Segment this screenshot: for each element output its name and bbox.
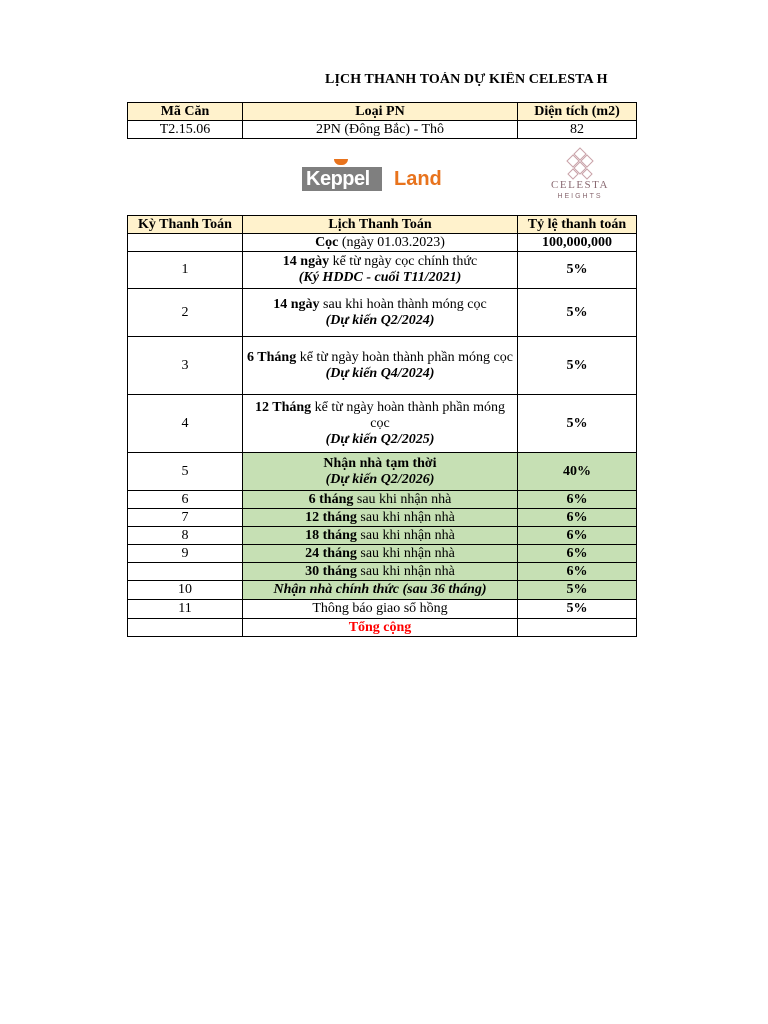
schedule-row — [128, 453, 637, 491]
payment-rate: 6% — [518, 527, 637, 545]
payment-rate: 6% — [518, 545, 637, 563]
schedule-header-row — [128, 216, 637, 234]
unit-area: 82 — [518, 121, 637, 139]
schedule-row — [128, 252, 637, 289]
period-number: 11 — [128, 600, 243, 619]
schedule-text: sau khi nhận nhà — [353, 491, 452, 507]
schedule-term: 30 tháng — [305, 563, 357, 579]
payment-rate: 5% — [518, 395, 637, 453]
schedule-description — [243, 600, 518, 619]
schedule-description — [243, 563, 518, 581]
schedule-term: 14 ngày — [282, 254, 330, 269]
period-number: 1 — [128, 252, 243, 289]
period-number: 5 — [128, 453, 243, 491]
schedule-row — [128, 395, 637, 453]
schedule-note: (Dự kiến Q4/2024) — [325, 365, 435, 381]
schedule-note: (Dự kiến Q2/2024) — [325, 312, 435, 328]
schedule-description — [243, 491, 518, 509]
payment-schedule-table — [127, 215, 637, 637]
schedule-row — [128, 337, 637, 395]
payment-rate: 6% — [518, 509, 637, 527]
total-row — [128, 619, 637, 637]
schedule-term: 12 Tháng — [255, 399, 312, 415]
unit-info-row — [128, 121, 637, 139]
total-label: Tổng cộng — [243, 619, 518, 637]
deposit-date: (ngày 01.03.2023) — [338, 234, 445, 250]
schedule-note: (Dự kiến Q2/2025) — [325, 431, 435, 447]
schedule-row — [128, 581, 637, 600]
deposit-row — [128, 234, 637, 252]
period-number: 9 — [128, 545, 243, 563]
schedule-description — [243, 337, 518, 395]
schedule-term: 14 ngày — [273, 296, 320, 312]
schedule-row — [128, 563, 637, 581]
header-unit-type: Loại PN — [243, 103, 518, 121]
schedule-description — [243, 581, 518, 600]
keppel-land-logo: Keppel Land — [302, 143, 442, 209]
schedule-term: 6 tháng — [308, 491, 354, 507]
deposit-amount: 100,000,000 — [518, 234, 637, 252]
period-number — [128, 563, 243, 581]
header-schedule: Lịch Thanh Toán — [243, 216, 518, 234]
schedule-description — [243, 453, 518, 491]
unit-code: T2.15.06 — [128, 121, 243, 139]
schedule-row — [128, 600, 637, 619]
payment-rate: 5% — [518, 581, 637, 600]
header-unit-code: Mã Căn — [128, 103, 243, 121]
schedule-text: kể từ ngày hoàn thành phần móng cọc — [311, 399, 505, 431]
schedule-row — [128, 289, 637, 337]
schedule-note: (Ký HDDC - cuối T11/2021) — [298, 270, 462, 285]
unit-info-header-row — [128, 103, 637, 121]
header-rate: Tỷ lệ thanh toán — [518, 216, 637, 234]
period-number: 8 — [128, 527, 243, 545]
schedule-description — [243, 527, 518, 545]
schedule-text: Thông báo giao sổ hồng — [312, 601, 448, 616]
period-number: 3 — [128, 337, 243, 395]
celesta-emblem-icon — [540, 146, 620, 180]
schedule-text: sau khi hoàn thành móng cọc — [319, 296, 487, 312]
header-area: Diện tích (m2) — [518, 103, 637, 121]
schedule-text: kể từ ngày hoàn thành phần móng cọc — [296, 349, 513, 365]
payment-rate: 6% — [518, 563, 637, 581]
payment-rate: 5% — [518, 600, 637, 619]
schedule-term: 18 tháng — [305, 527, 357, 543]
schedule-text: sau khi nhận nhà — [356, 509, 455, 525]
schedule-term: 12 tháng — [305, 509, 357, 525]
schedule-text: sau khi nhận nhà — [356, 545, 455, 561]
schedule-row — [128, 491, 637, 509]
period-number: 4 — [128, 395, 243, 453]
period-number: 10 — [128, 581, 243, 600]
schedule-note: (Dự kiến Q2/2026) — [325, 471, 435, 487]
unit-type: 2PN (Đông Bắc) - Thô — [243, 121, 518, 139]
schedule-description — [243, 289, 518, 337]
schedule-term: Nhận nhà tạm thời — [323, 455, 437, 471]
unit-info-table — [127, 102, 637, 139]
schedule-term: 24 tháng — [305, 545, 357, 561]
schedule-text: sau khi nhận nhà — [356, 563, 455, 579]
payment-rate: 5% — [518, 289, 637, 337]
payment-rate: 5% — [518, 337, 637, 395]
period-number: 2 — [128, 289, 243, 337]
schedule-description — [243, 395, 518, 453]
schedule-description — [243, 252, 518, 289]
period-number: 6 — [128, 491, 243, 509]
payment-rate: 6% — [518, 491, 637, 509]
celesta-heights-logo: CELESTA HEIGHTS — [540, 146, 620, 206]
payment-rate: 40% — [518, 453, 637, 491]
schedule-description — [243, 545, 518, 563]
schedule-row — [128, 509, 637, 527]
schedule-term: 6 Tháng — [247, 349, 297, 365]
schedule-row — [128, 545, 637, 563]
header-period: Kỳ Thanh Toán — [128, 216, 243, 234]
document-title: LỊCH THANH TOÁN DỰ KIẾN CELESTA H — [325, 72, 608, 87]
period-number: 7 — [128, 509, 243, 527]
schedule-note: Nhận nhà chính thức (sau 36 tháng) — [273, 582, 487, 597]
schedule-description — [243, 509, 518, 527]
payment-rate: 5% — [518, 252, 637, 289]
schedule-text: sau khi nhận nhà — [356, 527, 455, 543]
schedule-text: kể từ ngày cọc chính thức — [329, 254, 478, 269]
schedule-row — [128, 527, 637, 545]
deposit-label: Cọc — [315, 234, 339, 250]
